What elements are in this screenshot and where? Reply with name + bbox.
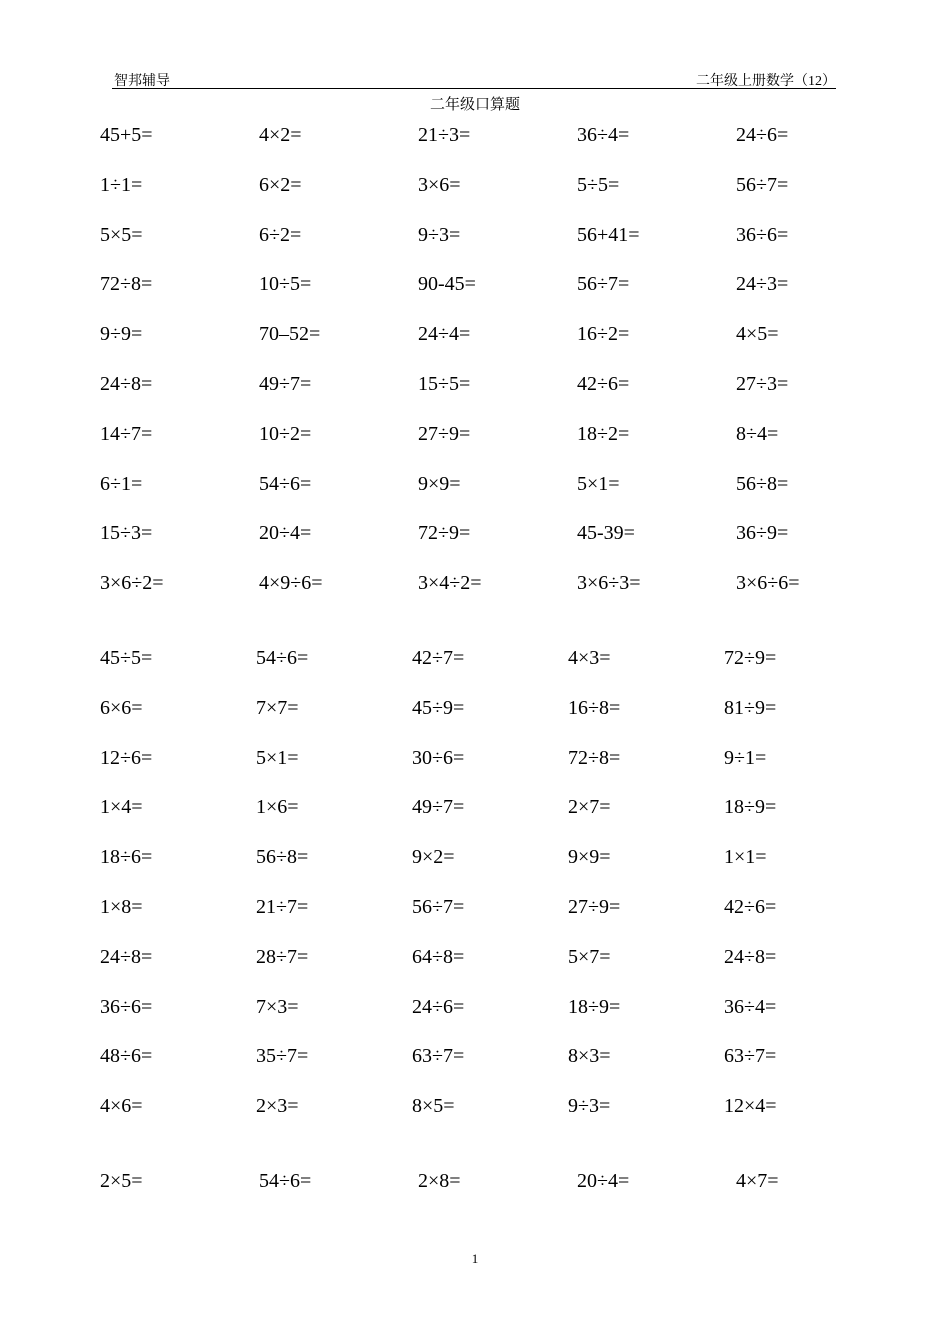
math-problem: 6×2= (259, 173, 302, 196)
problem-row (0, 471, 950, 521)
math-problem: 16÷8= (568, 696, 621, 719)
math-problem: 9÷9= (100, 323, 143, 346)
math-problem: 72÷9= (724, 647, 777, 669)
math-problem: 45÷5= (100, 647, 153, 669)
problem-row (0, 645, 950, 695)
math-problem: 56÷7= (736, 173, 789, 196)
math-problem: 4×5= (736, 323, 779, 346)
problem-row (0, 894, 950, 944)
math-problem: 6×6= (100, 696, 143, 719)
math-problem: 3×6÷2= (100, 572, 164, 595)
math-problem: 36÷6= (100, 995, 153, 1018)
problem-row (0, 994, 950, 1044)
math-problem: 64÷8= (412, 945, 465, 968)
math-problem: 21÷3= (418, 124, 471, 146)
problem-row (0, 222, 950, 272)
math-problem: 45+5= (100, 124, 153, 146)
math-problem: 1×1= (724, 846, 767, 869)
math-problem: 56÷8= (736, 472, 789, 495)
math-problem: 48÷6= (100, 1045, 153, 1068)
math-problem: 56+41= (577, 223, 640, 246)
page-number: 1 (471, 1251, 479, 1266)
math-problem: 24÷6= (736, 124, 789, 146)
math-problem: 1×8= (100, 895, 143, 918)
math-problem: 9÷3= (568, 1095, 611, 1118)
math-problem: 27÷3= (736, 372, 789, 395)
math-problem: 1×6= (256, 796, 299, 819)
math-problem: 18÷9= (568, 995, 621, 1018)
math-problem: 24÷3= (736, 273, 789, 296)
math-problem: 54÷6= (256, 647, 309, 669)
problem-row (0, 321, 950, 371)
math-problem: 3×6= (418, 173, 461, 196)
problem-row (0, 695, 950, 745)
math-problem: 15÷3= (100, 522, 153, 545)
problem-row (0, 520, 950, 570)
math-problem: 20÷4= (577, 1170, 630, 1192)
math-problem: 15÷5= (418, 372, 471, 395)
math-problem: 6÷2= (259, 223, 302, 246)
math-problem: 81÷9= (724, 696, 777, 719)
math-problem: 56÷8= (256, 846, 309, 869)
math-problem: 36÷6= (736, 223, 789, 246)
page-title: 二年级口算题 (429, 97, 520, 113)
math-problem: 27÷9= (568, 895, 621, 918)
math-problem: 63÷7= (724, 1045, 777, 1068)
math-problem: 54÷6= (259, 1170, 312, 1192)
math-problem: 5×1= (577, 472, 620, 495)
math-problem: 10÷5= (259, 273, 312, 296)
math-problem: 12×4= (724, 1095, 777, 1118)
math-problem: 45÷9= (412, 696, 465, 719)
math-problem: 9÷1= (724, 746, 767, 769)
math-problem: 36÷9= (736, 522, 789, 545)
problem-row (0, 570, 950, 620)
problem-row (0, 944, 950, 994)
math-problem: 2×5= (100, 1170, 143, 1192)
math-problem: 70–52= (259, 323, 321, 346)
header-rule (112, 88, 836, 89)
math-problem: 2×8= (418, 1170, 461, 1192)
problem-row (0, 172, 950, 222)
math-problem: 10÷2= (259, 422, 312, 445)
math-problem: 24÷8= (724, 945, 777, 968)
problem-row (0, 794, 950, 844)
math-problem: 63÷7= (412, 1045, 465, 1068)
math-problem: 9×2= (412, 846, 455, 869)
math-problem: 1×4= (100, 796, 143, 819)
math-problem: 1÷1= (100, 173, 143, 196)
math-problem: 5×5= (100, 223, 143, 246)
math-problem: 4×6= (100, 1095, 143, 1118)
problem-row (0, 271, 950, 321)
math-problem: 56÷7= (577, 273, 630, 296)
problem-row (0, 844, 950, 894)
math-problem: 4×7= (736, 1170, 779, 1192)
math-problem: 9×9= (418, 472, 461, 495)
math-problem: 4×3= (568, 647, 611, 669)
problem-row (0, 1043, 950, 1093)
math-problem: 7×3= (256, 995, 299, 1018)
math-problem: 24÷4= (418, 323, 471, 346)
math-problem: 8÷4= (736, 422, 779, 445)
math-problem: 72÷8= (568, 746, 621, 769)
problem-row (0, 745, 950, 795)
math-problem: 42÷6= (724, 895, 777, 918)
math-problem: 24÷8= (100, 945, 153, 968)
math-problem: 4×2= (259, 124, 302, 146)
math-problem: 36÷4= (724, 995, 777, 1018)
math-problem: 72÷9= (418, 522, 471, 545)
problem-section (0, 1168, 950, 1218)
math-problem: 3×4÷2= (418, 572, 482, 595)
header-left: 智邦辅导 (114, 74, 170, 89)
math-problem: 5÷5= (577, 173, 620, 196)
math-problem: 18÷2= (577, 422, 630, 445)
math-problem: 27÷9= (418, 422, 471, 445)
problem-row (0, 1168, 950, 1218)
math-problem: 42÷7= (412, 647, 465, 669)
math-problem: 21÷7= (256, 895, 309, 918)
math-problem: 14÷7= (100, 422, 153, 445)
math-problem: 2×3= (256, 1095, 299, 1118)
math-problem: 30÷6= (412, 746, 465, 769)
math-problem: 6÷1= (100, 472, 143, 495)
math-problem: 5×7= (568, 945, 611, 968)
math-problem: 8×3= (568, 1045, 611, 1068)
math-problem: 42÷6= (577, 372, 630, 395)
problem-row (0, 1093, 950, 1143)
math-problem: 24÷8= (100, 372, 153, 395)
math-problem: 18÷9= (724, 796, 777, 819)
math-problem: 8×5= (412, 1095, 455, 1118)
problem-section (0, 122, 950, 620)
math-problem: 72÷8= (100, 273, 153, 296)
math-problem: 49÷7= (259, 372, 312, 395)
math-problem: 49÷7= (412, 796, 465, 819)
math-problem: 24÷6= (412, 995, 465, 1018)
math-problem: 12÷6= (100, 746, 153, 769)
math-problem: 36÷4= (577, 124, 630, 146)
header-right: 二年级上册数学（12） (696, 74, 836, 89)
math-problem: 2×7= (568, 796, 611, 819)
problem-section (0, 645, 950, 1143)
math-problem: 4×9÷6= (259, 572, 323, 595)
math-problem: 56÷7= (412, 895, 465, 918)
math-problem: 54÷6= (259, 472, 312, 495)
math-problem: 18÷6= (100, 846, 153, 869)
math-problem: 35÷7= (256, 1045, 309, 1068)
problem-row (0, 122, 950, 172)
problem-row (0, 421, 950, 471)
math-problem: 16÷2= (577, 323, 630, 346)
math-problem: 5×1= (256, 746, 299, 769)
math-problem: 3×6÷6= (736, 572, 800, 595)
math-problem: 7×7= (256, 696, 299, 719)
math-problem: 28÷7= (256, 945, 309, 968)
math-problem: 90-45= (418, 273, 476, 296)
math-problem: 9×9= (568, 846, 611, 869)
problem-row (0, 371, 950, 421)
math-problem: 20÷4= (259, 522, 312, 545)
math-problem: 3×6÷3= (577, 572, 641, 595)
math-problem: 9÷3= (418, 223, 461, 246)
math-problem: 45-39= (577, 522, 635, 545)
